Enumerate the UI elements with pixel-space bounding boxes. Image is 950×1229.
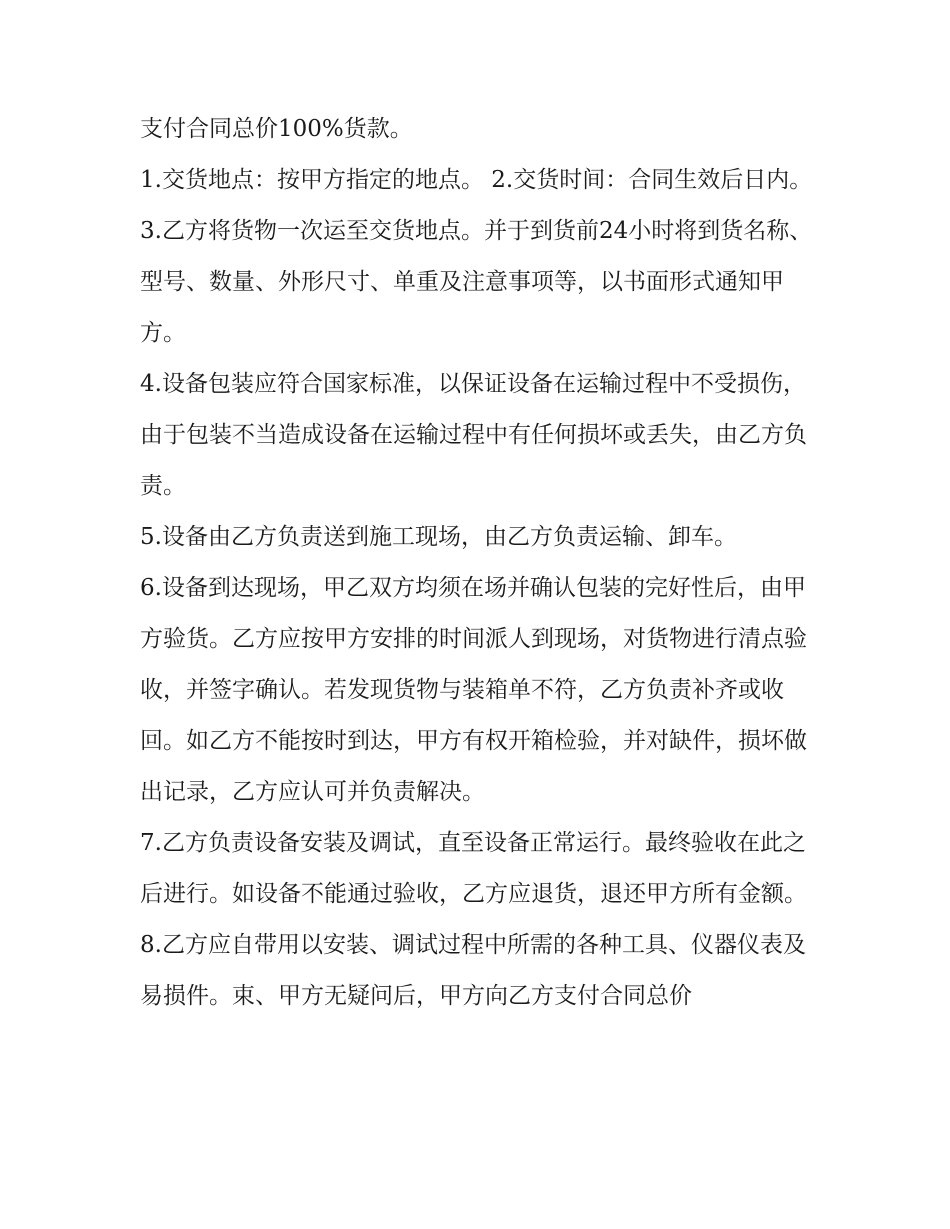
paragraph-clause-7: 7.乙方负责设备安装及调试，直至设备正常运行。最终验收在此之后进行。如设备不能通过验收，乙方应退货，退还甲方所有金额。 [140,830,807,907]
paragraph-payment-continuation: 支付合同总价100%货款。 [140,116,413,142]
paragraph-clause-3: 3.乙方将货物一次运至交货地点。并于到货前24小时将到货名称、型号、数量、外形尺寸、单重及注意事项等，以书面形式通知甲方。 [140,218,813,346]
paragraph-clause-4: 4.设备包装应符合国家标准，以保证设备在运输过程中不受损伤，由于包装不当造成设备在运输过程中有任何损坏或丢失，由乙方负责。 [140,371,807,499]
paragraph-clause-5: 5.设备由乙方负责送到施工现场，由乙方负责运输、卸车。 [140,524,737,550]
paragraph-clause-8: 8.乙方应自带用以安装、调试过程中所需的各种工具、仪器仪表及易损件。束、甲方无疑问后，甲方向乙方支付合同总价 [140,932,806,1009]
paragraph-clause-6: 6.设备到达现场，甲乙双方均须在场并确认包装的完好性后，由甲方验货。乙方应按甲方安排的时间派人到现场，对货物进行清点验收，并签字确认。若发现货物与装箱单不符，乙方负责补齐或收回。如乙方不能按时到达，甲方有权开箱检验，并对缺件，损坏做出记录，乙方应认可并负责解决。 [140,575,807,805]
document-body [140,104,815,1022]
paragraph-clause-1-2: 1.交货地点：按甲方指定的地点。 2.交货时间：合同生效后日内。 [140,167,813,193]
